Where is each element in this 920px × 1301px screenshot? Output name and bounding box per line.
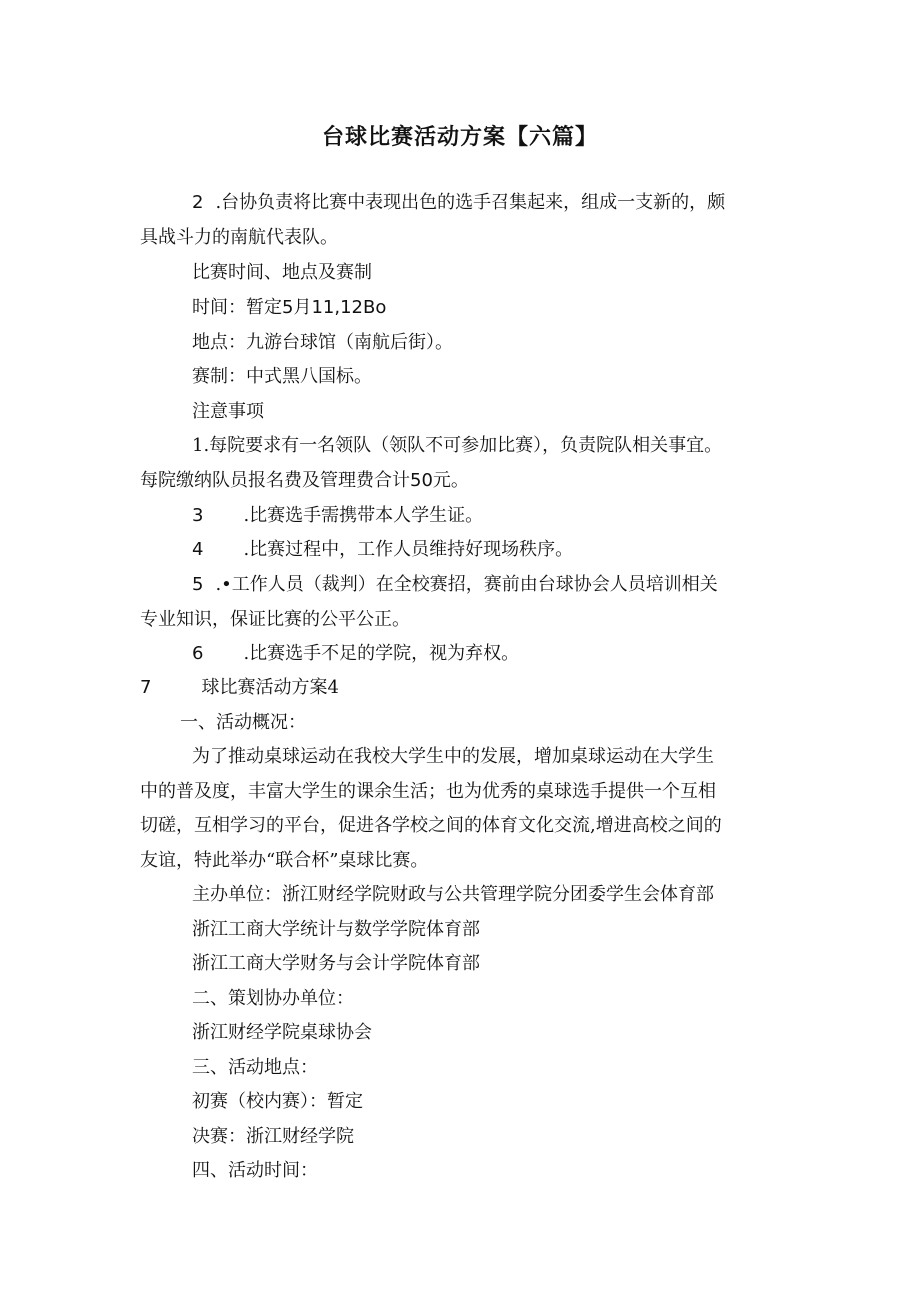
section-heading: 一、活动概况： [180, 712, 306, 733]
paragraph-line: 浙江工商大学统计与数学学院体育部 [192, 919, 480, 940]
section-heading: 三、活动地点： [192, 1057, 318, 1078]
paragraph-line: 浙江工商大学财务与会计学院体育部 [192, 953, 480, 974]
list-number: 3 [192, 505, 204, 526]
list-number: 4 [192, 539, 204, 560]
paragraph-line: 具战斗力的南航代表队。 [140, 227, 338, 248]
paragraph-line: 切磋，互相学习的平台，促进各学校之间的体育文化交流,增进高校之间的 [140, 815, 722, 836]
time-label: 时间：暂定 [192, 297, 282, 318]
list-number: 5 [192, 574, 204, 595]
paragraph-line [192, 297, 386, 319]
section-heading: 四、活动时间： [192, 1160, 318, 1181]
list-text: .•工作人员（裁判）在全校赛招，赛前由台球协会人员培训相关 [215, 574, 718, 595]
time-value: 5月11,12Bo [282, 297, 387, 318]
fee-text: 每院缴纳队员报名费及管理费合计 [140, 470, 410, 491]
section-heading: 注意事项 [192, 401, 264, 422]
paragraph-line: 初赛（校内赛）：暂定 [192, 1091, 363, 1112]
paragraph-line: 中的普及度，丰富大学生的课余生活；也为优秀的桌球选手提供一个互相 [140, 781, 716, 802]
paragraph-line: 浙江财经学院桌球协会 [192, 1022, 372, 1043]
paragraph-line: 决赛：浙江财经学院 [192, 1126, 354, 1147]
paragraph-line: 友谊，特此举办“联合杯”桌球比赛。 [140, 850, 429, 871]
paragraph-line [140, 677, 339, 699]
list-number: 7 [140, 677, 152, 698]
paragraph-line [140, 470, 469, 492]
list-text: .比赛选手不足的学院，视为弃权。 [243, 643, 520, 664]
paragraph-line [192, 505, 483, 527]
paragraph-line [192, 574, 718, 596]
list-text: 球比赛活动方案4 [201, 677, 339, 698]
paragraph-line: 专业知识，保证比赛的公平公正。 [140, 609, 410, 630]
section-heading: 二、策划协办单位： [192, 988, 354, 1009]
list-number: 6 [192, 643, 204, 664]
list-text: .比赛选手需携带本人学生证。 [243, 505, 484, 526]
paragraph-line: 为了推动桌球运动在我校大学生中的发展，增加桌球运动在大学生 [192, 746, 714, 767]
paragraph-line [192, 539, 573, 561]
paragraph-line: 赛制：中式黑八国标。 [192, 366, 372, 387]
paragraph-line: 主办单位：浙江财经学院财政与公共管理学院分团委学生会体育部 [192, 884, 714, 905]
paragraph-line [192, 192, 725, 214]
paragraph-line [192, 643, 519, 665]
section-heading: 比赛时间、地点及赛制 [192, 262, 372, 283]
list-text: .比赛过程中，工作人员维持好现场秩序。 [243, 539, 574, 560]
list-number: 2 [192, 192, 204, 213]
paragraph-line: 地点：九游台球馆（南航后街）。 [192, 332, 453, 353]
paragraph-line: 1.每院要求有一名领队（领队不可参加比赛），负责院队相关事宜。 [192, 435, 723, 456]
list-text: .台协负责将比赛中表现出色的选手召集起来，组成一支新的，颇 [215, 192, 726, 213]
document-title: 台球比赛活动方案【六篇】 [321, 125, 598, 150]
fee-value: 50元。 [410, 470, 469, 491]
